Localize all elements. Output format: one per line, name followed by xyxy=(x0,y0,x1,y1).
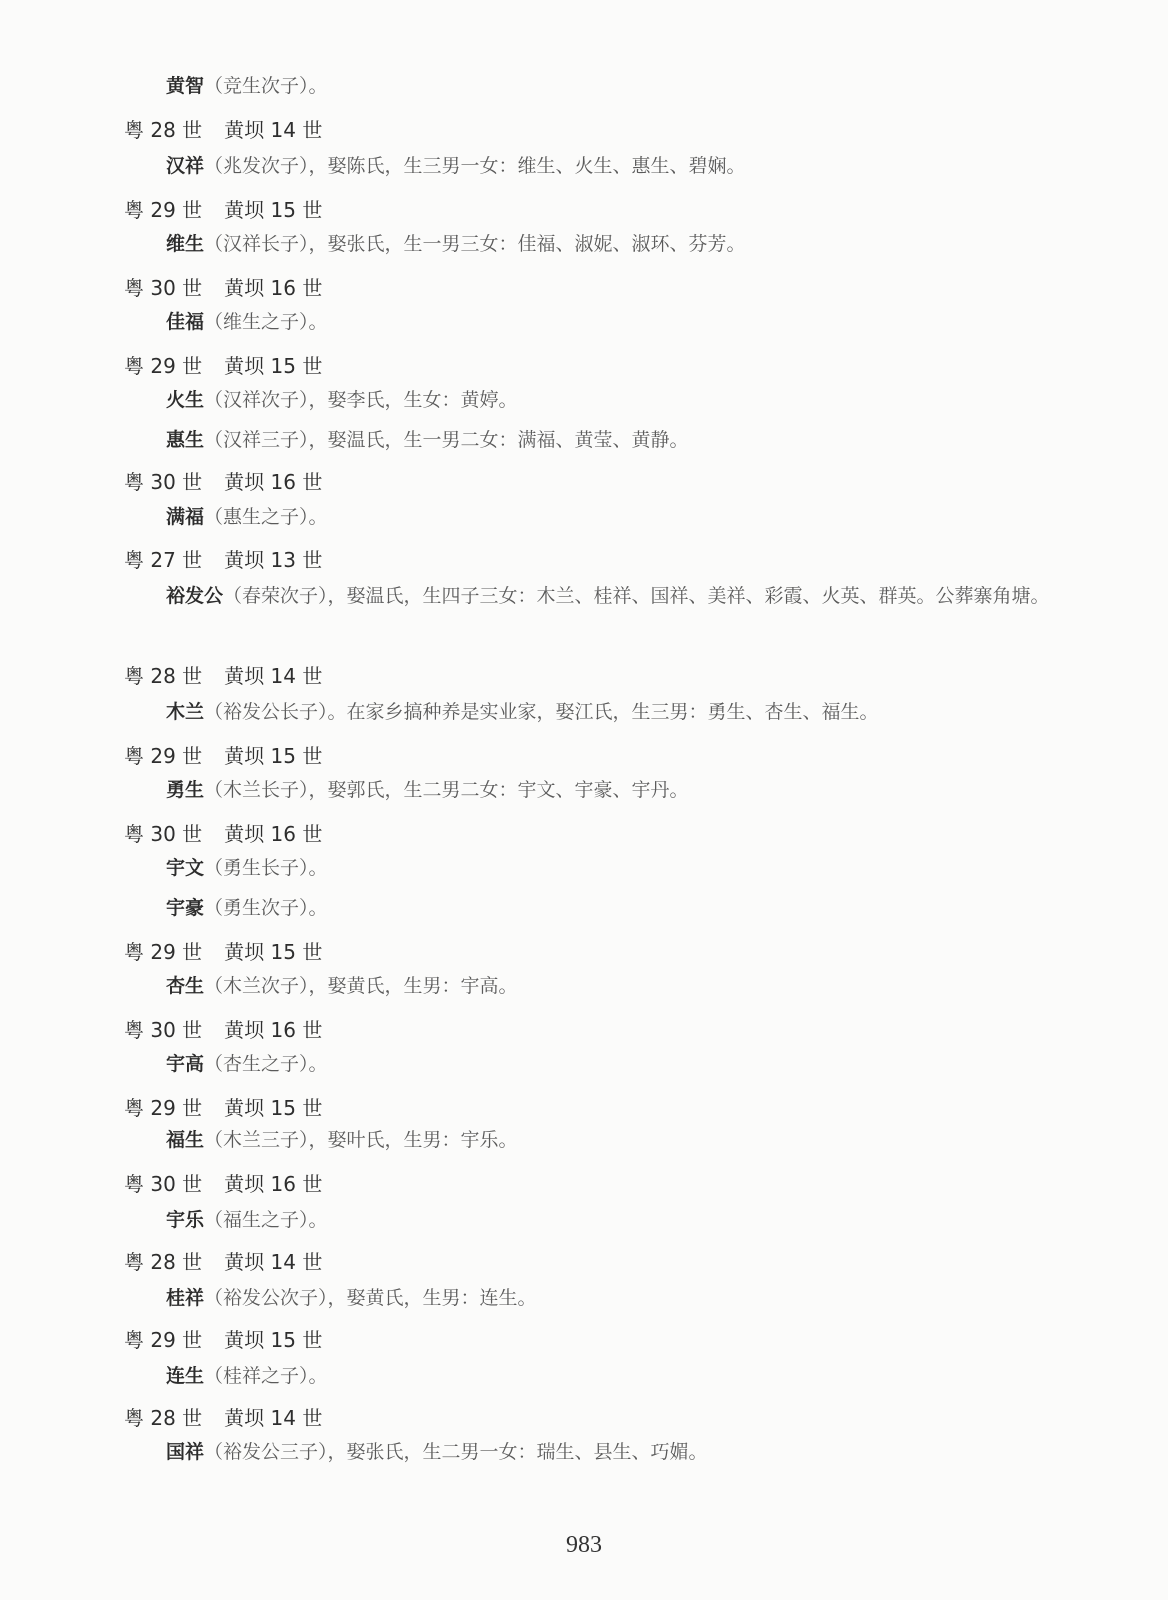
generation-huangba: 黄坝 13 世 xyxy=(224,548,323,572)
genealogy-entry xyxy=(124,1200,1060,1240)
generation-yue: 粤 29 世 xyxy=(124,744,203,768)
genealogy-entry xyxy=(124,770,1060,810)
person-name: 木兰 xyxy=(166,701,205,723)
genealogy-entry xyxy=(124,692,1060,732)
generation-heading xyxy=(124,354,322,378)
genealogy-entry xyxy=(124,966,1060,1006)
generation-heading xyxy=(124,1172,322,1196)
entry-text: （杏生之子）。 xyxy=(204,1053,328,1075)
generation-huangba: 黄坝 16 世 xyxy=(224,1172,323,1196)
entry-text: （竞生次子）。 xyxy=(204,75,328,97)
generation-heading xyxy=(124,470,322,494)
generation-huangba: 黄坝 15 世 xyxy=(224,198,323,222)
entry-text: （惠生之子）。 xyxy=(204,506,328,528)
generation-yue: 粤 30 世 xyxy=(124,822,203,846)
entry-text: （勇生次子）。 xyxy=(204,897,328,919)
generation-heading xyxy=(124,1406,322,1430)
entry-text: （兆发次子），娶陈氏，生三男一女：维生、火生、惠生、碧娴。 xyxy=(204,155,746,177)
genealogy-entry xyxy=(124,1044,1060,1084)
person-name: 火生 xyxy=(166,389,205,411)
generation-yue: 粤 30 世 xyxy=(124,470,203,494)
genealogy-entry xyxy=(124,1432,1060,1472)
genealogy-entry xyxy=(124,146,1060,186)
generation-huangba: 黄坝 15 世 xyxy=(224,1096,323,1120)
generation-yue: 粤 29 世 xyxy=(124,198,203,222)
entry-text: （裕发公长子）。在家乡搞种养是实业家，娶江氏，生三男：勇生、杏生、福生。 xyxy=(204,701,879,723)
entry-text: （汉祥次子），娶李氏，生女：黄婷。 xyxy=(204,389,518,411)
generation-yue: 粤 29 世 xyxy=(124,940,203,964)
person-name: 黄智 xyxy=(166,75,205,97)
generation-heading xyxy=(124,118,322,142)
entry-text: （裕发公三子），娶张氏，生二男一女：瑞生、县生、巧媚。 xyxy=(204,1441,708,1463)
genealogy-entry xyxy=(124,848,1060,888)
generation-yue: 粤 29 世 xyxy=(124,1328,203,1352)
page-number: 983 xyxy=(566,1532,602,1558)
genealogy-entry xyxy=(124,888,1060,928)
genealogy-entry xyxy=(124,576,1060,616)
generation-yue: 粤 30 世 xyxy=(124,1172,203,1196)
generation-heading xyxy=(124,664,322,688)
person-name: 国祥 xyxy=(166,1441,205,1463)
generation-huangba: 黄坝 14 世 xyxy=(224,1406,323,1430)
person-name: 宇文 xyxy=(166,857,205,879)
generation-huangba: 黄坝 16 世 xyxy=(224,470,323,494)
generation-heading xyxy=(124,940,322,964)
genealogy-entry xyxy=(124,66,1060,106)
generation-yue: 粤 29 世 xyxy=(124,1096,203,1120)
entry-text: （木兰次子），娶黄氏，生男：宇高。 xyxy=(204,975,518,997)
generation-huangba: 黄坝 14 世 xyxy=(224,118,323,142)
generation-heading xyxy=(124,276,322,300)
generation-yue: 粤 27 世 xyxy=(124,548,203,572)
genealogy-entry xyxy=(124,1356,1060,1396)
generation-heading xyxy=(124,1328,322,1352)
genealogy-entry xyxy=(124,1278,1060,1318)
generation-heading xyxy=(124,1250,322,1274)
person-name: 裕发公 xyxy=(166,585,224,607)
entry-text: （汉祥长子），娶张氏，生一男三女：佳福、淑妮、淑环、芬芳。 xyxy=(204,233,746,255)
person-name: 佳福 xyxy=(166,311,205,333)
generation-huangba: 黄坝 16 世 xyxy=(224,822,323,846)
person-name: 连生 xyxy=(166,1365,205,1387)
person-name: 宇乐 xyxy=(166,1209,205,1231)
generation-huangba: 黄坝 16 世 xyxy=(224,276,323,300)
genealogy-entry xyxy=(124,1120,1060,1160)
genealogy-entry xyxy=(124,224,1060,264)
generation-heading xyxy=(124,198,322,222)
generation-huangba: 黄坝 15 世 xyxy=(224,1328,323,1352)
generation-yue: 粤 28 世 xyxy=(124,118,203,142)
entry-text: （木兰长子），娶郭氏，生二男二女：宇文、宇豪、宇丹。 xyxy=(204,779,689,801)
entry-text: （裕发公次子），娶黄氏，生男：连生。 xyxy=(204,1287,537,1309)
entry-text: （维生之子）。 xyxy=(204,311,328,333)
entry-text: （汉祥三子），娶温氏，生一男二女：满福、黄莹、黄静。 xyxy=(204,429,689,451)
generation-yue: 粤 28 世 xyxy=(124,1406,203,1430)
generation-huangba: 黄坝 16 世 xyxy=(224,1018,323,1042)
person-name: 满福 xyxy=(166,506,205,528)
entry-text: （木兰三子），娶叶氏，生男：宇乐。 xyxy=(204,1129,518,1151)
generation-heading xyxy=(124,1096,322,1120)
person-name: 桂祥 xyxy=(166,1287,205,1309)
generation-yue: 粤 28 世 xyxy=(124,1250,203,1274)
person-name: 汉祥 xyxy=(166,155,205,177)
entry-text: （福生之子）。 xyxy=(204,1209,328,1231)
generation-huangba: 黄坝 15 世 xyxy=(224,744,323,768)
generation-yue: 粤 29 世 xyxy=(124,354,203,378)
generation-yue: 粤 28 世 xyxy=(124,664,203,688)
entry-text: （春荣次子），娶温氏，生四子三女：木兰、桂祥、国祥、美祥、彩霞、火英、群英。公葬寨角塘。 xyxy=(223,585,1050,607)
person-name: 福生 xyxy=(166,1129,205,1151)
generation-heading xyxy=(124,1018,322,1042)
generation-yue: 粤 30 世 xyxy=(124,276,203,300)
person-name: 维生 xyxy=(166,233,205,255)
generation-huangba: 黄坝 14 世 xyxy=(224,1250,323,1274)
generation-heading xyxy=(124,548,322,572)
entry-text: （桂祥之子）。 xyxy=(204,1365,328,1387)
entry-text: （勇生长子）。 xyxy=(204,857,328,879)
person-name: 宇高 xyxy=(166,1053,205,1075)
person-name: 勇生 xyxy=(166,779,205,801)
generation-huangba: 黄坝 15 世 xyxy=(224,354,323,378)
generation-huangba: 黄坝 15 世 xyxy=(224,940,323,964)
generation-huangba: 黄坝 14 世 xyxy=(224,664,323,688)
generation-heading xyxy=(124,822,322,846)
generation-heading xyxy=(124,744,322,768)
genealogy-entry xyxy=(124,497,1060,537)
person-name: 惠生 xyxy=(166,429,205,451)
genealogy-entry xyxy=(124,380,1060,420)
person-name: 宇豪 xyxy=(166,897,205,919)
person-name: 杏生 xyxy=(166,975,205,997)
genealogy-entry xyxy=(124,420,1060,460)
genealogy-entry xyxy=(124,302,1060,342)
generation-yue: 粤 30 世 xyxy=(124,1018,203,1042)
